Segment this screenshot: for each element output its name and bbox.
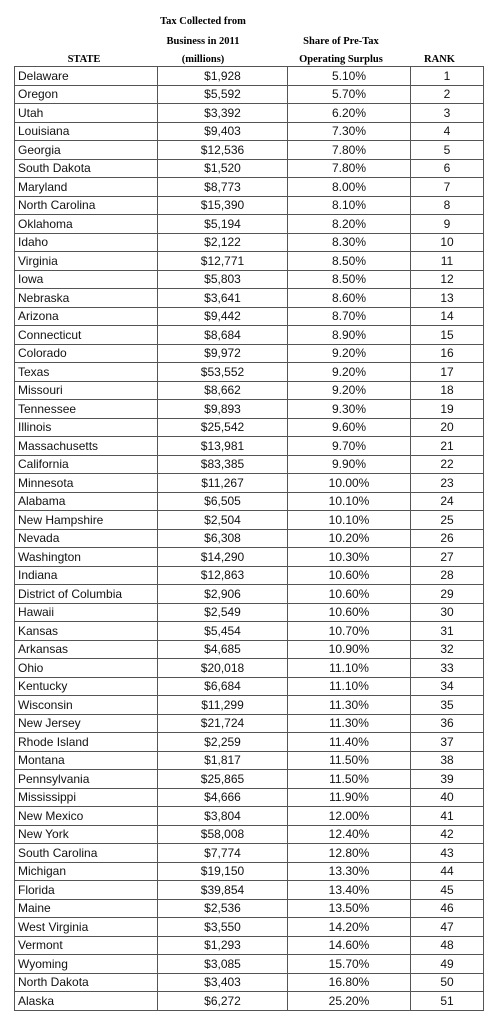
table-row <box>15 881 484 900</box>
table-row <box>15 622 484 641</box>
table-row <box>15 492 484 511</box>
cell-tax-collected: $9,403 <box>158 122 288 141</box>
cell-rank: 44 <box>411 862 484 881</box>
cell-tax-collected: $11,299 <box>158 696 288 715</box>
cell-share: 7.80% <box>288 141 411 160</box>
table-row <box>15 936 484 955</box>
cell-tax-collected: $83,385 <box>158 455 288 474</box>
cell-state: Florida <box>15 881 158 900</box>
header-state: STATE <box>67 54 101 65</box>
cell-rank: 25 <box>411 511 484 530</box>
cell-share: 10.60% <box>288 585 411 604</box>
cell-state: South Dakota <box>15 159 158 178</box>
cell-state: Maryland <box>15 178 158 197</box>
cell-state: Minnesota <box>15 474 158 493</box>
cell-tax-collected: $5,194 <box>158 215 288 234</box>
table-row <box>15 566 484 585</box>
cell-tax-collected: $1,520 <box>158 159 288 178</box>
table-row <box>15 215 484 234</box>
cell-rank: 31 <box>411 622 484 641</box>
table-row <box>15 159 484 178</box>
cell-rank: 48 <box>411 936 484 955</box>
cell-state: Indiana <box>15 566 158 585</box>
cell-tax-collected: $2,536 <box>158 899 288 918</box>
table-row <box>15 659 484 678</box>
cell-share: 11.30% <box>288 696 411 715</box>
cell-state: District of Columbia <box>15 585 158 604</box>
table-row <box>15 992 484 1011</box>
cell-rank: 12 <box>411 270 484 289</box>
cell-rank: 6 <box>411 159 484 178</box>
table-row <box>15 252 484 271</box>
table-row <box>15 344 484 363</box>
cell-tax-collected: $3,641 <box>158 289 288 308</box>
cell-state: Utah <box>15 104 158 123</box>
cell-state: Iowa <box>15 270 158 289</box>
cell-state: Oregon <box>15 85 158 104</box>
cell-state: New Jersey <box>15 714 158 733</box>
cell-rank: 1 <box>411 67 484 86</box>
cell-rank: 3 <box>411 104 484 123</box>
table-row <box>15 918 484 937</box>
cell-tax-collected: $2,259 <box>158 733 288 752</box>
cell-share: 11.10% <box>288 659 411 678</box>
cell-share: 10.60% <box>288 566 411 585</box>
cell-state: Delaware <box>15 67 158 86</box>
table-row <box>15 307 484 326</box>
cell-rank: 50 <box>411 973 484 992</box>
cell-rank: 18 <box>411 381 484 400</box>
cell-state: Alabama <box>15 492 158 511</box>
cell-tax-collected: $3,403 <box>158 973 288 992</box>
cell-state: Montana <box>15 751 158 770</box>
cell-tax-collected: $5,592 <box>158 85 288 104</box>
cell-share: 5.70% <box>288 85 411 104</box>
cell-share: 8.60% <box>288 289 411 308</box>
table-row <box>15 714 484 733</box>
cell-share: 9.70% <box>288 437 411 456</box>
cell-state: North Carolina <box>15 196 158 215</box>
table-row <box>15 85 484 104</box>
cell-share: 11.50% <box>288 751 411 770</box>
table-row <box>15 178 484 197</box>
cell-share: 9.20% <box>288 381 411 400</box>
cell-rank: 8 <box>411 196 484 215</box>
cell-rank: 40 <box>411 788 484 807</box>
cell-rank: 20 <box>411 418 484 437</box>
cell-share: 9.30% <box>288 400 411 419</box>
cell-state: Wyoming <box>15 955 158 974</box>
cell-tax-collected: $53,552 <box>158 363 288 382</box>
cell-tax-collected: $8,662 <box>158 381 288 400</box>
table-row <box>15 603 484 622</box>
cell-state: West Virginia <box>15 918 158 937</box>
table-row <box>15 67 484 86</box>
cell-state: Nebraska <box>15 289 158 308</box>
table-row <box>15 825 484 844</box>
table-row <box>15 104 484 123</box>
table-row <box>15 196 484 215</box>
table-row <box>15 677 484 696</box>
cell-rank: 9 <box>411 215 484 234</box>
cell-share: 12.00% <box>288 807 411 826</box>
table-row <box>15 289 484 308</box>
cell-share: 10.60% <box>288 603 411 622</box>
table-body <box>15 67 484 1011</box>
cell-state: Arizona <box>15 307 158 326</box>
cell-rank: 23 <box>411 474 484 493</box>
table-row <box>15 696 484 715</box>
table-row <box>15 529 484 548</box>
cell-rank: 11 <box>411 252 484 271</box>
cell-state: Washington <box>15 548 158 567</box>
cell-rank: 7 <box>411 178 484 197</box>
cell-rank: 42 <box>411 825 484 844</box>
cell-state: Hawaii <box>15 603 158 622</box>
cell-tax-collected: $12,771 <box>158 252 288 271</box>
cell-state: New York <box>15 825 158 844</box>
cell-rank: 43 <box>411 844 484 863</box>
cell-rank: 35 <box>411 696 484 715</box>
cell-state: Illinois <box>15 418 158 437</box>
table-row <box>15 233 484 252</box>
cell-tax-collected: $6,684 <box>158 677 288 696</box>
cell-state: Texas <box>15 363 158 382</box>
table-row <box>15 122 484 141</box>
cell-share: 8.70% <box>288 307 411 326</box>
cell-rank: 15 <box>411 326 484 345</box>
table-row <box>15 770 484 789</box>
cell-tax-collected: $4,666 <box>158 788 288 807</box>
cell-state: Rhode Island <box>15 733 158 752</box>
cell-share: 10.10% <box>288 492 411 511</box>
cell-share: 11.50% <box>288 770 411 789</box>
cell-tax-collected: $3,392 <box>158 104 288 123</box>
cell-rank: 26 <box>411 529 484 548</box>
cell-rank: 45 <box>411 881 484 900</box>
cell-state: Maine <box>15 899 158 918</box>
cell-share: 8.90% <box>288 326 411 345</box>
cell-share: 10.10% <box>288 511 411 530</box>
table-row <box>15 418 484 437</box>
cell-state: Missouri <box>15 381 158 400</box>
cell-rank: 33 <box>411 659 484 678</box>
cell-share: 7.80% <box>288 159 411 178</box>
cell-state: Tennessee <box>15 400 158 419</box>
cell-tax-collected: $15,390 <box>158 196 288 215</box>
cell-tax-collected: $1,293 <box>158 936 288 955</box>
cell-share: 10.90% <box>288 640 411 659</box>
cell-tax-collected: $2,906 <box>158 585 288 604</box>
cell-tax-collected: $1,928 <box>158 67 288 86</box>
cell-state: Arkansas <box>15 640 158 659</box>
table-row <box>15 400 484 419</box>
table-row <box>15 807 484 826</box>
cell-rank: 10 <box>411 233 484 252</box>
table-row <box>15 862 484 881</box>
header-tax-line1: Tax Collected from <box>160 16 246 27</box>
cell-state: Ohio <box>15 659 158 678</box>
cell-state: Virginia <box>15 252 158 271</box>
cell-state: New Hampshire <box>15 511 158 530</box>
cell-state: Connecticut <box>15 326 158 345</box>
cell-rank: 21 <box>411 437 484 456</box>
cell-state: Mississippi <box>15 788 158 807</box>
cell-share: 9.90% <box>288 455 411 474</box>
cell-share: 8.20% <box>288 215 411 234</box>
cell-tax-collected: $13,981 <box>158 437 288 456</box>
cell-state: Georgia <box>15 141 158 160</box>
table-row <box>15 548 484 567</box>
cell-rank: 5 <box>411 141 484 160</box>
cell-state: Nevada <box>15 529 158 548</box>
table-row <box>15 751 484 770</box>
cell-share: 9.60% <box>288 418 411 437</box>
cell-state: Kansas <box>15 622 158 641</box>
cell-share: 13.50% <box>288 899 411 918</box>
cell-rank: 17 <box>411 363 484 382</box>
cell-rank: 16 <box>411 344 484 363</box>
cell-tax-collected: $39,854 <box>158 881 288 900</box>
cell-state: Oklahoma <box>15 215 158 234</box>
cell-share: 5.10% <box>288 67 411 86</box>
cell-share: 10.70% <box>288 622 411 641</box>
cell-rank: 46 <box>411 899 484 918</box>
cell-state: Pennsylvania <box>15 770 158 789</box>
cell-tax-collected: $25,865 <box>158 770 288 789</box>
cell-rank: 13 <box>411 289 484 308</box>
cell-rank: 47 <box>411 918 484 937</box>
cell-state: Alaska <box>15 992 158 1011</box>
header-share-line2: Operating Surplus <box>299 54 383 65</box>
cell-rank: 34 <box>411 677 484 696</box>
cell-share: 9.20% <box>288 344 411 363</box>
cell-share: 13.40% <box>288 881 411 900</box>
cell-tax-collected: $19,150 <box>158 862 288 881</box>
cell-rank: 49 <box>411 955 484 974</box>
cell-rank: 41 <box>411 807 484 826</box>
cell-tax-collected: $7,774 <box>158 844 288 863</box>
table-row <box>15 437 484 456</box>
cell-tax-collected: $20,018 <box>158 659 288 678</box>
cell-rank: 39 <box>411 770 484 789</box>
cell-share: 8.50% <box>288 252 411 271</box>
cell-share: 9.20% <box>288 363 411 382</box>
cell-share: 11.40% <box>288 733 411 752</box>
cell-share: 10.30% <box>288 548 411 567</box>
header-tax-line2: Business in 2011 <box>166 36 240 47</box>
cell-rank: 37 <box>411 733 484 752</box>
cell-rank: 24 <box>411 492 484 511</box>
table-row <box>15 585 484 604</box>
table-row <box>15 455 484 474</box>
cell-rank: 51 <box>411 992 484 1011</box>
cell-share: 11.90% <box>288 788 411 807</box>
cell-tax-collected: $6,505 <box>158 492 288 511</box>
cell-rank: 14 <box>411 307 484 326</box>
cell-tax-collected: $12,536 <box>158 141 288 160</box>
table-row <box>15 788 484 807</box>
cell-state: North Dakota <box>15 973 158 992</box>
cell-tax-collected: $21,724 <box>158 714 288 733</box>
table-row <box>15 381 484 400</box>
table-row <box>15 363 484 382</box>
table-row <box>15 899 484 918</box>
table-row <box>15 474 484 493</box>
cell-state: Idaho <box>15 233 158 252</box>
cell-state: Wisconsin <box>15 696 158 715</box>
table-row <box>15 326 484 345</box>
cell-tax-collected: $12,863 <box>158 566 288 585</box>
cell-rank: 28 <box>411 566 484 585</box>
cell-tax-collected: $5,803 <box>158 270 288 289</box>
cell-rank: 2 <box>411 85 484 104</box>
cell-tax-collected: $3,085 <box>158 955 288 974</box>
cell-rank: 27 <box>411 548 484 567</box>
cell-state: Michigan <box>15 862 158 881</box>
cell-tax-collected: $9,972 <box>158 344 288 363</box>
table-row <box>15 270 484 289</box>
cell-rank: 32 <box>411 640 484 659</box>
header-rank: RANK <box>424 54 455 65</box>
cell-state: New Mexico <box>15 807 158 826</box>
cell-share: 12.40% <box>288 825 411 844</box>
cell-share: 8.00% <box>288 178 411 197</box>
cell-state: Kentucky <box>15 677 158 696</box>
cell-rank: 22 <box>411 455 484 474</box>
cell-share: 12.80% <box>288 844 411 863</box>
cell-tax-collected: $6,272 <box>158 992 288 1011</box>
table-row <box>15 844 484 863</box>
cell-tax-collected: $5,454 <box>158 622 288 641</box>
cell-tax-collected: $11,267 <box>158 474 288 493</box>
header-tax-line3: (millions) <box>181 54 225 65</box>
cell-rank: 19 <box>411 400 484 419</box>
cell-rank: 29 <box>411 585 484 604</box>
cell-share: 14.60% <box>288 936 411 955</box>
cell-share: 8.30% <box>288 233 411 252</box>
cell-share: 14.20% <box>288 918 411 937</box>
cell-tax-collected: $25,542 <box>158 418 288 437</box>
cell-rank: 38 <box>411 751 484 770</box>
cell-tax-collected: $2,549 <box>158 603 288 622</box>
cell-share: 11.30% <box>288 714 411 733</box>
cell-share: 7.30% <box>288 122 411 141</box>
cell-state: Vermont <box>15 936 158 955</box>
cell-rank: 36 <box>411 714 484 733</box>
table-row <box>15 973 484 992</box>
header-share-line1: Share of Pre-Tax <box>303 36 379 47</box>
cell-tax-collected: $2,504 <box>158 511 288 530</box>
cell-state: Colorado <box>15 344 158 363</box>
cell-share: 25.20% <box>288 992 411 1011</box>
cell-tax-collected: $8,684 <box>158 326 288 345</box>
cell-state: Louisiana <box>15 122 158 141</box>
table-row <box>15 640 484 659</box>
cell-tax-collected: $4,685 <box>158 640 288 659</box>
cell-tax-collected: $2,122 <box>158 233 288 252</box>
cell-tax-collected: $3,550 <box>158 918 288 937</box>
cell-tax-collected: $6,308 <box>158 529 288 548</box>
cell-tax-collected: $9,442 <box>158 307 288 326</box>
table-row <box>15 955 484 974</box>
cell-rank: 4 <box>411 122 484 141</box>
cell-state: California <box>15 455 158 474</box>
cell-state: Massachusetts <box>15 437 158 456</box>
cell-share: 16.80% <box>288 973 411 992</box>
cell-rank: 30 <box>411 603 484 622</box>
cell-share: 11.10% <box>288 677 411 696</box>
cell-share: 15.70% <box>288 955 411 974</box>
cell-tax-collected: $14,290 <box>158 548 288 567</box>
cell-share: 8.10% <box>288 196 411 215</box>
cell-share: 8.50% <box>288 270 411 289</box>
cell-state: South Carolina <box>15 844 158 863</box>
table-row <box>15 733 484 752</box>
cell-tax-collected: $8,773 <box>158 178 288 197</box>
cell-share: 10.20% <box>288 529 411 548</box>
data-table <box>14 66 484 1011</box>
cell-tax-collected: $3,804 <box>158 807 288 826</box>
cell-tax-collected: $58,008 <box>158 825 288 844</box>
cell-share: 10.00% <box>288 474 411 493</box>
table-row <box>15 141 484 160</box>
cell-share: 6.20% <box>288 104 411 123</box>
cell-share: 13.30% <box>288 862 411 881</box>
cell-tax-collected: $9,893 <box>158 400 288 419</box>
cell-tax-collected: $1,817 <box>158 751 288 770</box>
table-row <box>15 511 484 530</box>
